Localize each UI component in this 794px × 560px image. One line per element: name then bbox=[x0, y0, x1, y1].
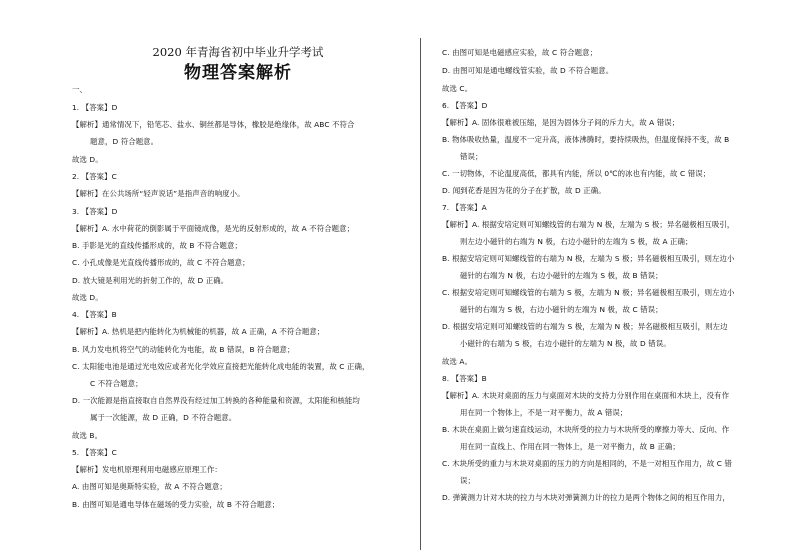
text-line: C. 太阳能电池是通过光电效应或者光化学效应直接把光能转化成电能的装置，故 C 正确， bbox=[72, 362, 370, 371]
text-line: C. 由图可知是电磁感应实验，故 C 符合题意； bbox=[442, 48, 598, 57]
text-line: 题意，D 符合题意。 bbox=[90, 137, 159, 146]
text-line: 磁针的右端为 S 极，右边小磁针的左端为 N 极，故 C 错误； bbox=[460, 305, 663, 314]
text-line: 用在同一个物体上，不是一对平衡力，故 A 错误； bbox=[460, 408, 628, 417]
text-line: 【解析】在公共场所“轻声说话”是指声音的响度小。 bbox=[72, 189, 245, 198]
text-line: 5. 【答案】C bbox=[72, 448, 117, 457]
text-line: 属于一次能源，故 D 正确，D 不符合题意。 bbox=[90, 413, 237, 422]
text-line: D. 闻到花香是因为花的分子在扩散，故 D 正确。 bbox=[442, 186, 606, 195]
text-line: 2. 【答案】C bbox=[72, 172, 117, 181]
document-subtitle: 物理答案解析 bbox=[184, 63, 292, 83]
text-line: 【解析】通常情况下，铅笔芯、盐水、铜丝都是导体，橡胶是绝缘体，故 ABC 不符合 bbox=[72, 120, 355, 129]
text-line: 故选 A。 bbox=[442, 357, 473, 366]
text-line: 【解析】A. 根据安培定则可知螺线管的右端为 N 极，左端为 S 极；异名磁极相互吸引， bbox=[442, 220, 735, 229]
text-line: B. 手影是光的直线传播形成的，故 B 不符合题意； bbox=[72, 241, 242, 250]
text-line: 8. 【答案】B bbox=[442, 374, 487, 383]
column-divider bbox=[420, 38, 421, 550]
text-line: 1. 【答案】D bbox=[72, 103, 118, 112]
text-line: 7. 【答案】A bbox=[442, 203, 487, 212]
text-line: C 不符合题意； bbox=[90, 379, 143, 388]
text-line: D. 一次能源是指直接取自自然界没有经过加工转换的各种能量和资源，太阳能和核能均 bbox=[72, 396, 360, 405]
text-line: 【解析】A. 热机是把内能转化为机械能的机器，故 A 正确，A 不符合题意； bbox=[72, 327, 325, 336]
text-line: 6. 【答案】D bbox=[442, 101, 488, 110]
text-line: 3. 【答案】D bbox=[72, 207, 118, 216]
text-line: 小磁针的右端为 S 极，右边小磁针的左端为 N 极，故 D 错误。 bbox=[460, 339, 671, 348]
text-line: D. 弹簧测力计对木块的拉力与木块对弹簧测力计的拉力是两个物体之间的相互作用力， bbox=[442, 493, 730, 502]
text-line: A. 由图可知是奥斯特实验，故 A 不符合题意； bbox=[72, 482, 227, 491]
text-line: D. 由图可知是通电螺线管实验，故 D 不符合题意。 bbox=[442, 66, 614, 75]
text-line: 故选 C。 bbox=[442, 84, 473, 93]
text-line: B. 风力发电机将空气的动能转化为电能，故 B 错误，B 符合题意； bbox=[72, 345, 295, 354]
text-line: B. 木块在桌面上做匀速直线运动，木块所受的拉力与木块所受的摩擦力等大、反向、作 bbox=[442, 425, 730, 434]
text-line: 【解析】A. 水中荷花的倒影属于平面镜成像，是光的反射形成的，故 A 不符合题意； bbox=[72, 224, 355, 233]
text-line: 则左边小磁针的右端为 N 极，右边小磁针的左端为 S 极，故 A 正确； bbox=[460, 237, 693, 246]
text-line: 磁针的右端为 N 极，右边小磁针的左端为 S 极，故 B 错误； bbox=[460, 271, 663, 280]
text-line: 故选 D。 bbox=[72, 155, 103, 164]
text-line: C. 木块所受的重力与木块对桌面的压力的方向是相同的，不是一对相互作用力，故 C 错 bbox=[442, 459, 732, 468]
text-line: D. 根据安培定则可知螺线管的右端为 S 极，左端为 N 极；异名磁极相互吸引，则左边 bbox=[442, 322, 728, 331]
text-line: C. 根据安培定则可知螺线管的右端为 S 极，左端为 N 极；异名磁极相互吸引，则左边小 bbox=[442, 288, 735, 297]
text-line: C. 一切物体，不论温度高低，都具有内能，所以 0℃的冰也有内能，故 C 错误； bbox=[442, 169, 711, 178]
text-line: 4. 【答案】B bbox=[72, 310, 117, 319]
text-line: 一、 bbox=[72, 85, 87, 94]
text-line: 故选 B。 bbox=[72, 431, 103, 440]
text-line: 【解析】A. 木块对桌面的压力与桌面对木块的支持力分别作用在桌面和木块上，没有作 bbox=[442, 391, 730, 400]
text-line: 用在同一直线上、作用在同一物体上，是一对平衡力，故 B 正确； bbox=[460, 442, 680, 451]
text-line: 误； bbox=[460, 476, 475, 485]
text-line: B. 物体吸收热量，温度不一定升高，液体沸腾时，要持续吸热，但温度保持不变，故 B bbox=[442, 135, 730, 144]
text-line: 故选 D。 bbox=[72, 293, 103, 302]
text-line: D. 放大镜是利用光的折射工作的，故 D 正确。 bbox=[72, 276, 229, 285]
text-line: 【解析】发电机原理利用电磁感应原理工作： bbox=[72, 465, 222, 474]
exam-title: 2020 年青海省初中毕业升学考试 bbox=[152, 45, 324, 59]
text-line: 【解析】A. 固体很难被压缩，是因为固体分子间的斥力大，故 A 错误； bbox=[442, 118, 680, 127]
text-line: 错误； bbox=[460, 152, 483, 161]
text-line: B. 由图可知是通电导体在磁场的受力实验，故 B 不符合题意； bbox=[72, 500, 280, 509]
text-line: B. 根据安培定则可知螺线管的右端为 N 极，左端为 S 极；异名磁极相互吸引，则左边小 bbox=[442, 254, 735, 263]
text-line: C. 小孔成像是光直线传播形成的，故 C 不符合题意； bbox=[72, 258, 250, 267]
